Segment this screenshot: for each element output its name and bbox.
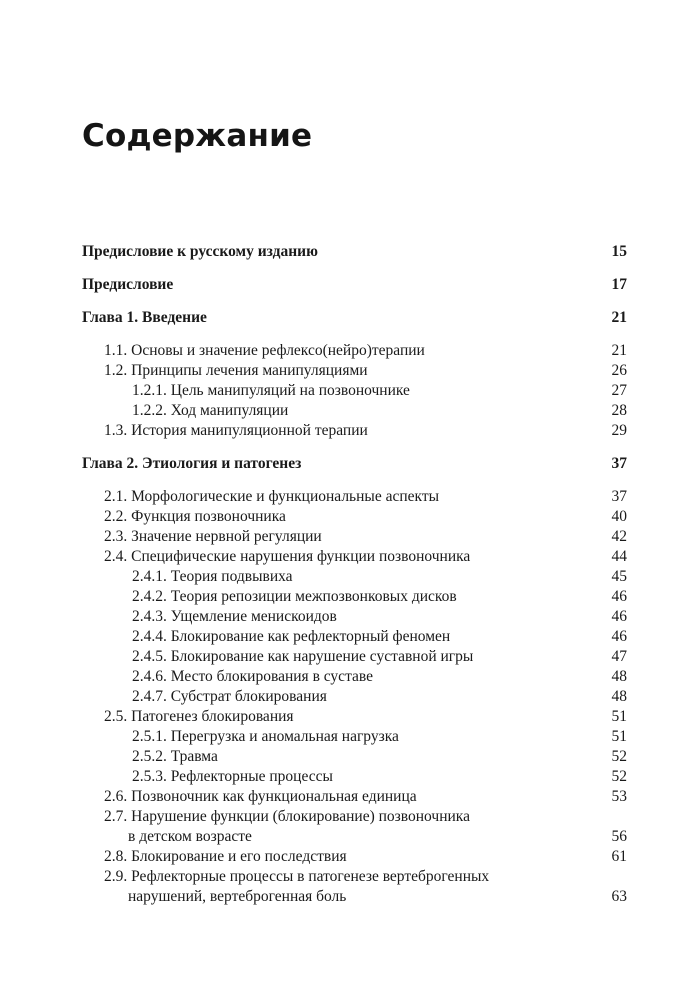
toc-entry-label: 1.2.2. Ход манипуляции xyxy=(132,402,289,419)
toc-entry-2-9-continuation[interactable] xyxy=(82,887,627,907)
toc-entry-page: 52 xyxy=(611,748,627,765)
toc-entry-page: 28 xyxy=(611,402,627,419)
toc-entry-chapter-1[interactable] xyxy=(82,308,627,328)
toc-entry-page: 51 xyxy=(611,728,627,745)
toc-entry-label: Глава 1. Введение xyxy=(82,309,207,326)
toc-entry-2-7[interactable] xyxy=(82,807,627,827)
toc-entry-chapter-2[interactable] xyxy=(82,454,627,474)
toc-entry-2-5-2[interactable] xyxy=(82,747,627,767)
toc-entry-page: 56 xyxy=(611,828,627,845)
toc-entry-2-5-1[interactable] xyxy=(82,727,627,747)
toc-entry-page: 47 xyxy=(611,648,627,665)
toc-entry-label: 2.3. Значение нервной регуляции xyxy=(104,528,322,545)
toc-entry-page: 48 xyxy=(611,688,627,705)
toc-entry-label: 1.3. История манипуляционной терапии xyxy=(104,422,368,439)
toc-entry-page: 15 xyxy=(611,243,627,260)
toc-entry-page: 21 xyxy=(611,309,627,326)
toc-entry-1-2-2[interactable] xyxy=(82,401,627,421)
table-of-contents xyxy=(82,238,627,907)
toc-entry-page: 27 xyxy=(611,382,627,399)
toc-entry-2-9[interactable] xyxy=(82,867,627,887)
toc-entry-2-4-7[interactable] xyxy=(82,687,627,707)
toc-entry-page: 26 xyxy=(611,362,627,379)
toc-entry-label: 2.4.6. Место блокирования в суставе xyxy=(132,668,374,685)
toc-entry-page: 63 xyxy=(611,888,627,905)
toc-entry-page: 53 xyxy=(611,788,627,805)
toc-entry-label: Предисловие к русскому изданию xyxy=(82,243,318,260)
toc-entry-label: 2.4.7. Субстрат блокирования xyxy=(132,688,327,705)
toc-entry-label: в детском возрасте xyxy=(128,828,252,845)
toc-entry-label: 1.1. Основы и значение рефлексо(нейро)терапии xyxy=(104,342,425,359)
toc-entry-page: 61 xyxy=(611,848,627,865)
toc-entry-2-5[interactable] xyxy=(82,707,627,727)
toc-entry-label: 2.5.1. Перегрузка и аномальная нагрузка xyxy=(132,728,399,745)
toc-entry-2-1[interactable] xyxy=(82,487,627,507)
toc-entry-1-3[interactable] xyxy=(82,421,627,441)
toc-entry-1-1[interactable] xyxy=(82,341,627,361)
toc-entry-2-4[interactable] xyxy=(82,547,627,567)
toc-entry-2-4-6[interactable] xyxy=(82,667,627,687)
toc-entry-2-2[interactable] xyxy=(82,507,627,527)
toc-entry-2-7-continuation[interactable] xyxy=(82,827,627,847)
toc-entry-page: 21 xyxy=(611,342,627,359)
toc-entry-2-3[interactable] xyxy=(82,527,627,547)
toc-entry-page: 52 xyxy=(611,768,627,785)
toc-entry-1-2-1[interactable] xyxy=(82,381,627,401)
toc-entry-page: 48 xyxy=(611,668,627,685)
toc-entry-page: 45 xyxy=(611,568,627,585)
toc-entry-page: 29 xyxy=(611,422,627,439)
toc-entry-preface-russian[interactable] xyxy=(82,242,627,262)
toc-entry-page: 17 xyxy=(611,276,627,293)
toc-entry-label: 2.4.3. Ущемление менискоидов xyxy=(132,608,337,625)
toc-entry-2-6[interactable] xyxy=(82,787,627,807)
toc-entry-page: 44 xyxy=(611,548,627,565)
toc-entry-2-4-2[interactable] xyxy=(82,587,627,607)
toc-entry-page: 37 xyxy=(611,455,627,472)
toc-entry-label: 1.2.1. Цель манипуляций на позвоночнике xyxy=(132,382,410,399)
toc-entry-page: 40 xyxy=(611,508,627,525)
toc-entry-label: 2.4.4. Блокирование как рефлекторный феномен xyxy=(132,628,451,645)
toc-entry-2-8[interactable] xyxy=(82,847,627,867)
toc-entry-label: Глава 2. Этиология и патогенез xyxy=(82,455,302,472)
toc-entry-page: 51 xyxy=(611,708,627,725)
toc-entry-2-4-3[interactable] xyxy=(82,607,627,627)
toc-entry-2-4-5[interactable] xyxy=(82,647,627,667)
toc-entry-1-2[interactable] xyxy=(82,361,627,381)
toc-entry-2-5-3[interactable] xyxy=(82,767,627,787)
toc-entry-page: 37 xyxy=(611,488,627,505)
toc-entry-label: Предисловие xyxy=(82,276,174,293)
toc-entry-label: 2.4.2. Теория репозиции межпозвонковых дисков xyxy=(132,588,457,605)
toc-entry-label: 2.1. Морфологические и функциональные аспекты xyxy=(104,488,440,505)
page-title: Содержание xyxy=(82,118,313,154)
toc-entry-page: 42 xyxy=(611,528,627,545)
toc-entry-label: 2.2. Функция позвоночника xyxy=(104,508,286,525)
toc-entry-label: 2.5.2. Травма xyxy=(132,748,218,765)
toc-entry-label: 2.4.5. Блокирование как нарушение суставной игры xyxy=(132,648,474,665)
toc-entry-label: нарушений, вертеброгенная боль xyxy=(128,888,347,905)
toc-entry-label: 2.4. Специфические нарушения функции позвоночника xyxy=(104,548,471,565)
toc-entry-label: 2.4.1. Теория подвывиха xyxy=(132,568,293,585)
toc-entry-preface[interactable] xyxy=(82,275,627,295)
toc-entry-2-4-4[interactable] xyxy=(82,627,627,647)
toc-entry-2-4-1[interactable] xyxy=(82,567,627,587)
toc-entry-label: 2.6. Позвоночник как функциональная единица xyxy=(104,788,417,805)
toc-entry-page: 46 xyxy=(611,588,627,605)
toc-entry-label: 2.5.3. Рефлекторные процессы xyxy=(132,768,333,785)
toc-entry-label: 1.2. Принципы лечения манипуляциями xyxy=(104,362,368,379)
toc-entry-label: 2.5. Патогенез блокирования xyxy=(104,708,294,725)
toc-entry-page: 46 xyxy=(611,608,627,625)
toc-entry-page: 46 xyxy=(611,628,627,645)
toc-entry-label: 2.7. Нарушение функции (блокирование) позвоночника xyxy=(104,808,470,825)
toc-entry-label: 2.9. Рефлекторные процессы в патогенезе вертеброгенных xyxy=(104,868,490,885)
toc-entry-label: 2.8. Блокирование и его последствия xyxy=(104,848,347,865)
